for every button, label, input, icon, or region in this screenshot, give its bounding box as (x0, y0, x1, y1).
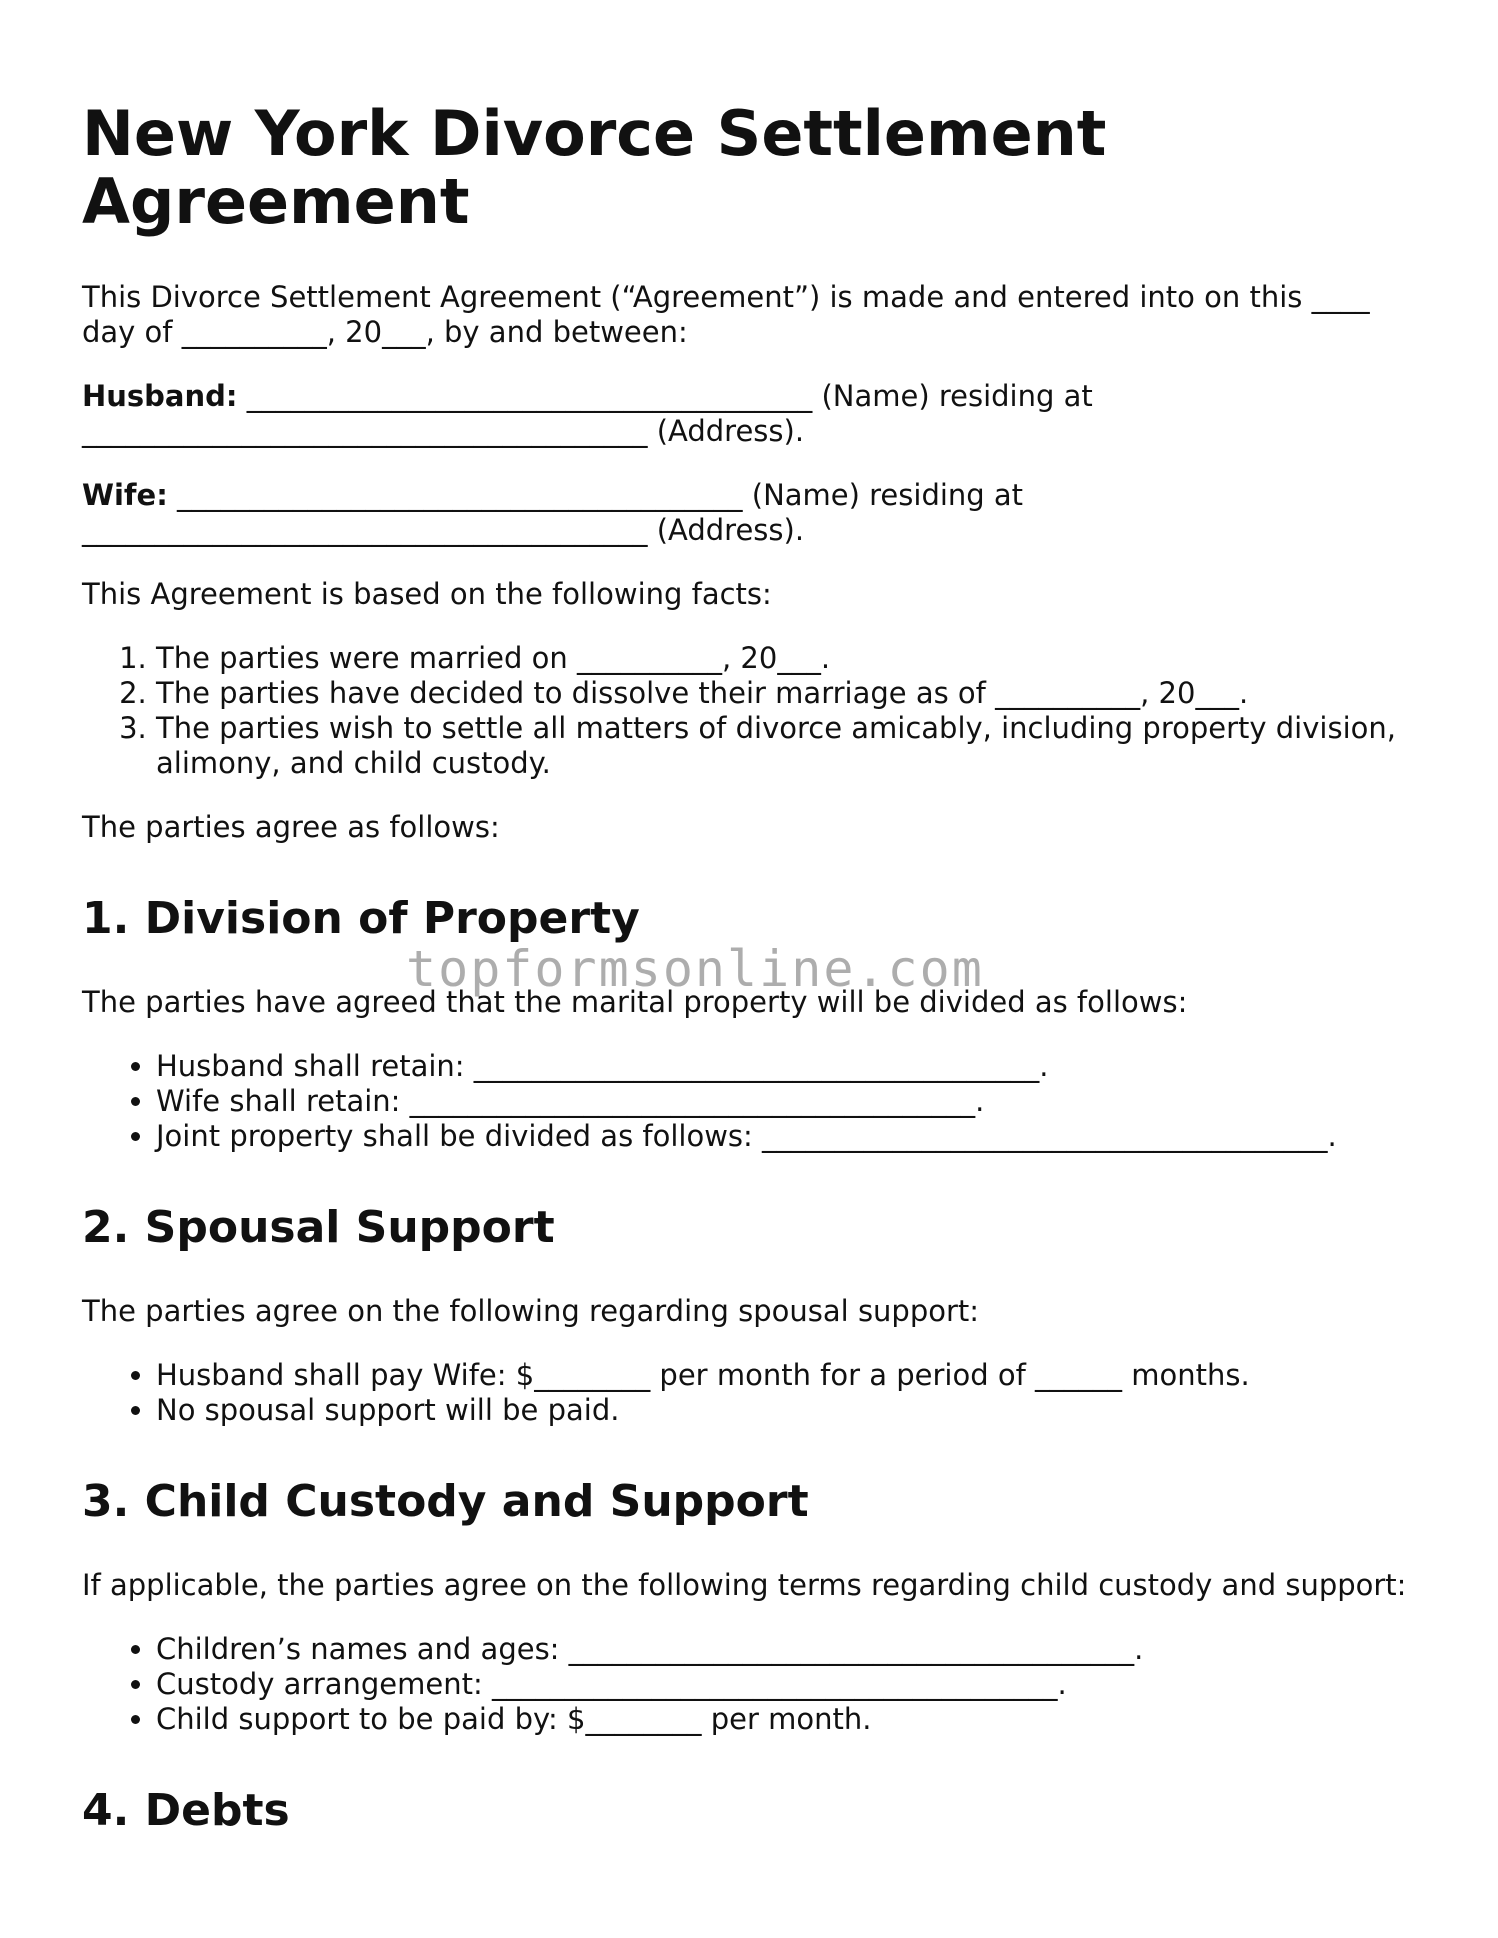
watermark: topformsonline.com (406, 940, 984, 998)
document-page (82, 97, 1422, 1877)
section-heading-spousal: 2. Spousal Support (82, 1202, 555, 1253)
list-item: • Custody arrangement: _______________________________________. (156, 1667, 1422, 1702)
list-item: 1. The parties were married on __________, 20___. (156, 641, 1422, 676)
list-item: • Child support to be paid by: $________ per month. (156, 1702, 1422, 1737)
child-intro: If applicable, the parties agree on the following terms regarding child custody and support: (82, 1568, 1407, 1602)
list-item: • Husband shall retain: _______________________________________. (156, 1049, 1422, 1084)
child-list (82, 1632, 1422, 1737)
property-list (82, 1049, 1422, 1154)
list-item: • Husband shall pay Wife: $________ per month for a period of ______ months. (156, 1358, 1422, 1393)
husband-label: Husband: (82, 379, 238, 413)
list-item: 3. The parties wish to settle all matters of divorce amicably, including property division, alimony, and child custody. (156, 711, 1422, 781)
list-item: • No spousal support will be paid. (156, 1393, 1422, 1428)
section-heading-debts: 4. Debts (82, 1785, 290, 1836)
wife-text: _______________________________________ (Name) residing at _______________________________________ (Address). (82, 478, 1024, 547)
facts-intro: This Agreement is based on the following facts: (82, 577, 772, 611)
list-item: • Wife shall retain: _______________________________________. (156, 1084, 1422, 1119)
list-item: • Joint property shall be divided as follows: _______________________________________. (156, 1119, 1422, 1154)
property-intro: The parties have agreed that the marital property will be divided as follows: (82, 985, 1188, 1019)
spousal-intro: The parties agree on the following regarding spousal support: (82, 1294, 980, 1328)
wife-label: Wife: (82, 478, 168, 512)
husband-text: _______________________________________ (Name) residing at _______________________________________ (Address). (82, 379, 1093, 448)
intro-paragraph: This Divorce Settlement Agreement (“Agreement”) is made and entered into on this ____ day of __________, 20___, by and between: (82, 280, 1370, 349)
facts-list (82, 641, 1422, 781)
agree-intro: The parties agree as follows: (82, 810, 500, 844)
section-heading-child: 3. Child Custody and Support (82, 1476, 809, 1527)
list-item: 2. The parties have decided to dissolve their marriage as of __________, 20___. (156, 676, 1422, 711)
spousal-list (82, 1358, 1422, 1428)
husband-paragraph (82, 379, 1422, 449)
document-title: New York Divorce Settlement Agreement (82, 97, 1107, 238)
section-heading-property: 1. Division of Property (82, 893, 640, 944)
wife-paragraph (82, 478, 1422, 548)
list-item: • Children’s names and ages: _______________________________________. (156, 1632, 1422, 1667)
